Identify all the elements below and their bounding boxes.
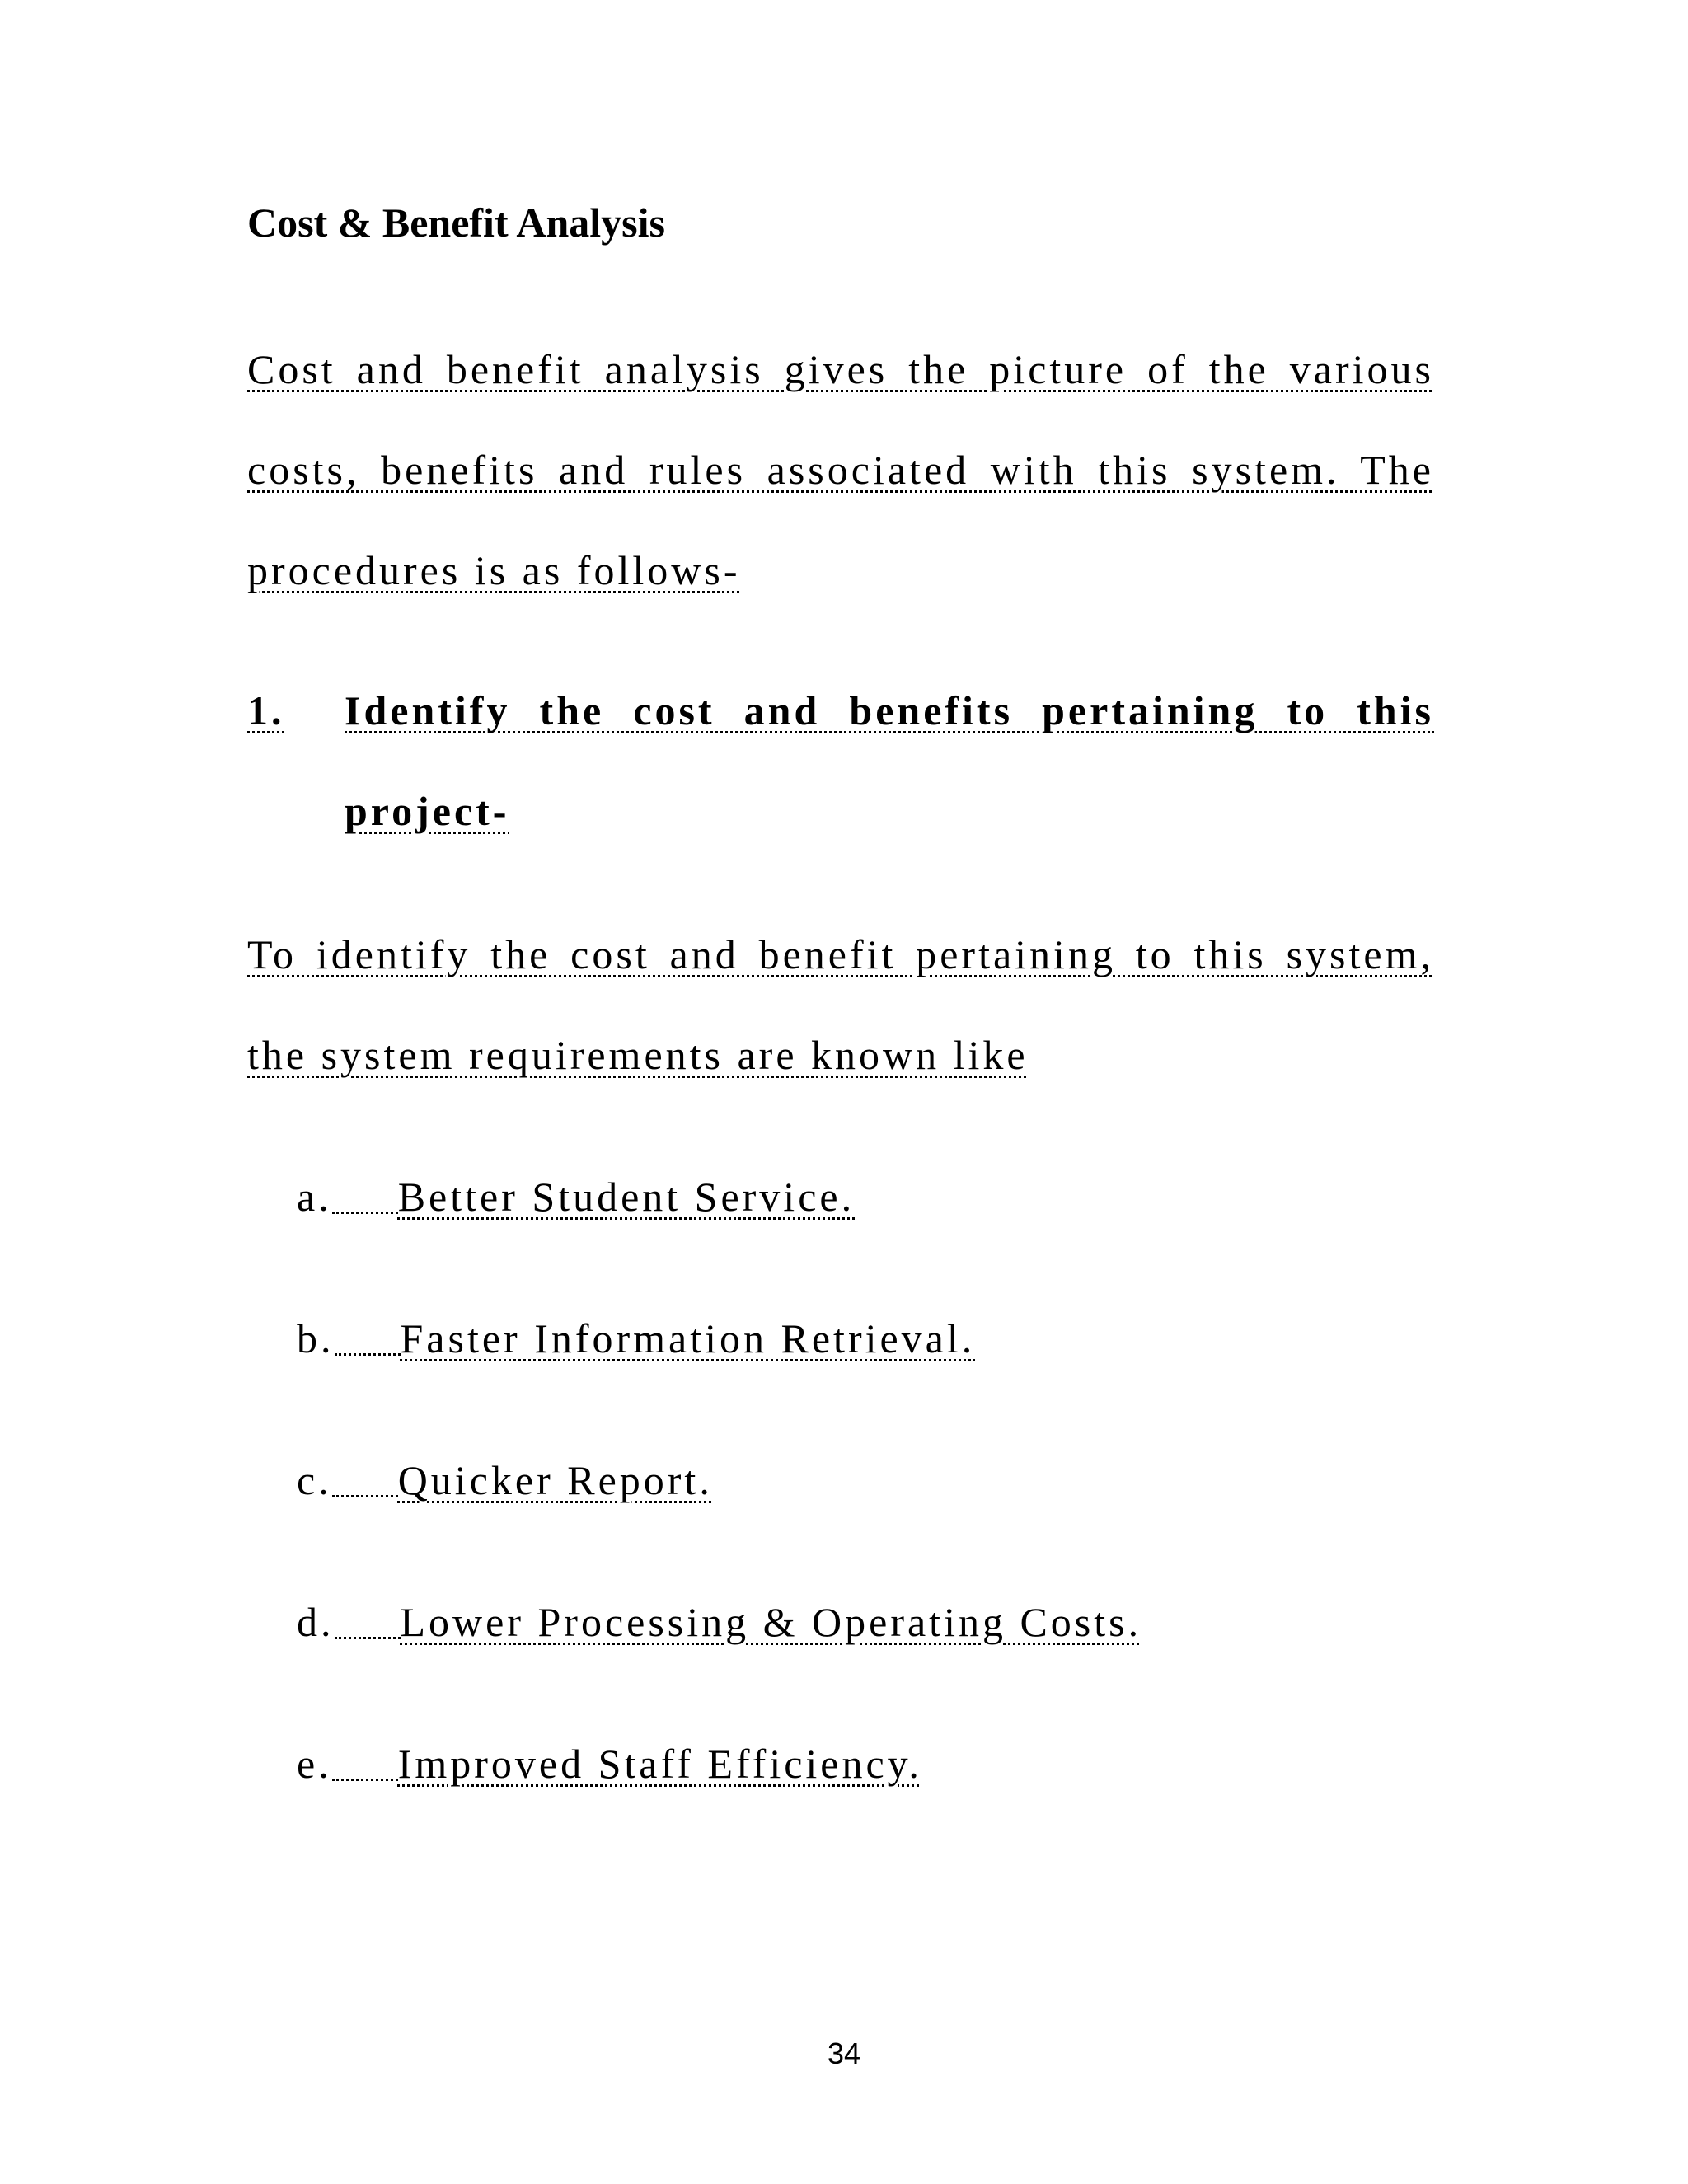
requirement-item-b	[297, 1314, 975, 1363]
step-body-line-2	[247, 1030, 1029, 1080]
requirement-text: Quicker Report.	[397, 1457, 713, 1503]
step-heading-line-2	[345, 786, 509, 836]
intro-line-1-text: Cost and benefit analysis gives the picture of the various	[247, 346, 1434, 392]
step-body-line-1	[247, 930, 1434, 979]
intro-line-2	[247, 445, 1434, 494]
step-heading-line-2-text: project-	[345, 788, 510, 834]
requirement-text: Better Student Service.	[397, 1174, 856, 1220]
requirement-text: Faster Information Retrieval.	[400, 1315, 976, 1361]
intro-line-2-text: costs, benefits and rules associated with this system. The	[247, 447, 1434, 493]
requirement-marker: d.	[297, 1599, 335, 1645]
requirement-text: Improved Staff Efficiency.	[397, 1741, 922, 1787]
requirement-marker: c.	[297, 1457, 332, 1503]
requirement-marker: a.	[297, 1174, 332, 1220]
requirement-item-e	[297, 1739, 922, 1788]
requirement-text: Lower Processing & Operating Costs.	[400, 1599, 1142, 1645]
page-number: 34	[827, 2036, 861, 2070]
step-heading-line-1-text: Identify the cost and benefits pertaining to this	[345, 687, 1434, 733]
step-heading-line-1	[345, 686, 1434, 735]
requirement-marker: e.	[297, 1741, 332, 1787]
step-body-line-1-text: To identify the cost and benefit pertaining to this system,	[247, 931, 1434, 977]
intro-line-1	[247, 344, 1434, 394]
requirement-item-a	[297, 1172, 855, 1221]
step-body-line-2-text: the system requirements are known like	[247, 1032, 1029, 1078]
step-number: 1.	[247, 687, 285, 733]
requirement-item-d	[297, 1597, 1142, 1647]
requirement-item-c	[297, 1455, 713, 1505]
requirement-marker: b.	[297, 1315, 335, 1361]
section-title: Cost & Benefit Analysis	[247, 199, 665, 246]
intro-line-3-text: procedures is as follows-	[247, 547, 741, 593]
intro-line-3	[247, 546, 741, 595]
